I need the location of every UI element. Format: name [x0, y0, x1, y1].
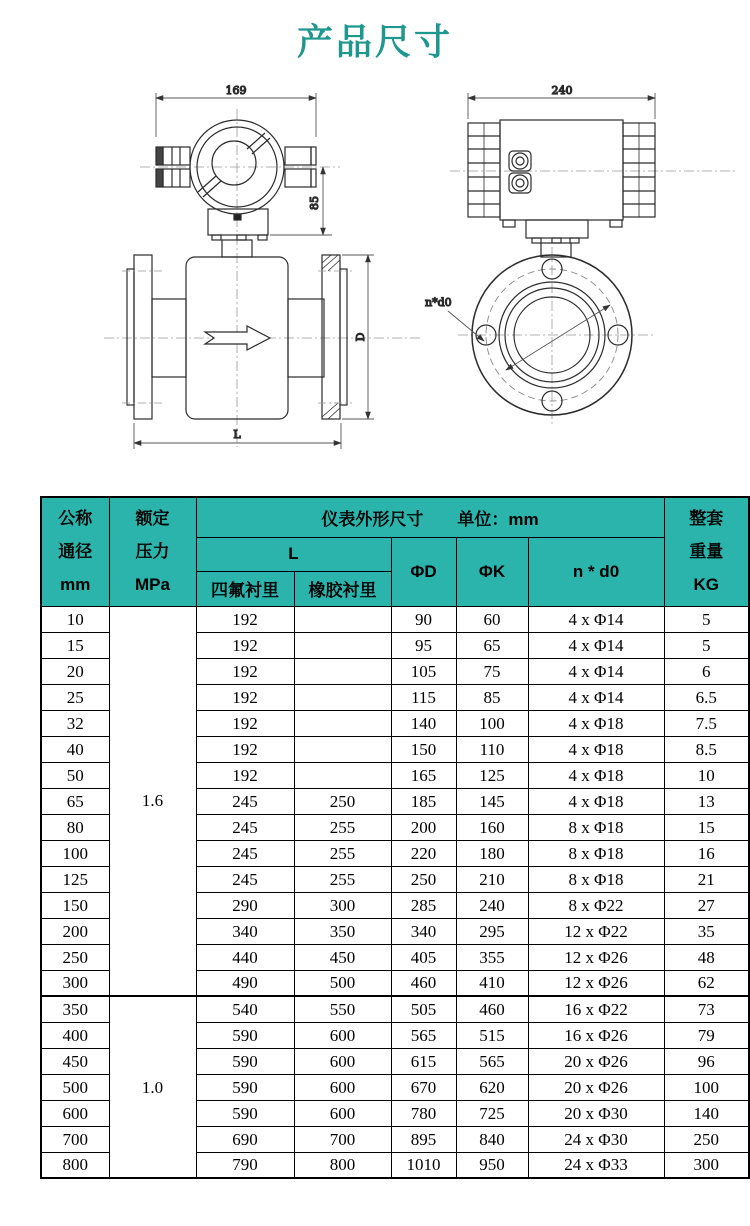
cell-nominal-diameter: 300	[41, 970, 109, 996]
cell-phi-d: 150	[391, 736, 456, 762]
cell-nominal-diameter: 80	[41, 814, 109, 840]
cell-n-d0: 4 x Φ18	[528, 736, 664, 762]
cell-weight: 27	[664, 892, 749, 918]
cell-n-d0: 12 x Φ22	[528, 918, 664, 944]
cell-l-rubber: 255	[294, 814, 391, 840]
cell-l-rubber: 350	[294, 918, 391, 944]
cell-l-ptfe: 590	[196, 1074, 294, 1100]
cell-n-d0: 12 x Φ26	[528, 970, 664, 996]
cell-nominal-diameter: 150	[41, 892, 109, 918]
table-row	[41, 996, 749, 1022]
cell-phi-k: 180	[456, 840, 528, 866]
header-rubber-lining: 橡胶衬里	[294, 571, 391, 606]
cell-phi-k: 515	[456, 1022, 528, 1048]
cell-phi-k: 295	[456, 918, 528, 944]
header-rated-pressure: 额定 压力 MPa	[109, 497, 196, 606]
cell-weight: 35	[664, 918, 749, 944]
cell-l-ptfe: 192	[196, 684, 294, 710]
cell-l-rubber: 255	[294, 840, 391, 866]
cell-weight: 5	[664, 632, 749, 658]
cell-l-ptfe: 192	[196, 606, 294, 632]
dim-240-label: 240	[551, 84, 573, 97]
cell-phi-d: 250	[391, 866, 456, 892]
dim-85-label: 85	[308, 196, 321, 210]
cell-weight: 15	[664, 814, 749, 840]
cell-l-ptfe: 245	[196, 814, 294, 840]
cell-pressure-group: 1.0	[109, 996, 196, 1178]
dim-D-label: D	[354, 332, 367, 342]
cell-l-ptfe: 245	[196, 866, 294, 892]
cell-weight: 5	[664, 606, 749, 632]
cell-l-rubber	[294, 632, 391, 658]
cell-weight: 6.5	[664, 684, 749, 710]
cell-n-d0: 4 x Φ18	[528, 762, 664, 788]
cell-l-ptfe: 245	[196, 840, 294, 866]
cable-entries-side	[509, 151, 531, 193]
cell-phi-k: 240	[456, 892, 528, 918]
header-n-d0: n * d0	[528, 537, 664, 606]
header-dimensions-title: 仪表外形尺寸 单位：mm	[196, 497, 664, 537]
cell-l-rubber: 700	[294, 1126, 391, 1152]
header-ptfe-lining: 四氟衬里	[196, 571, 294, 606]
cell-l-ptfe: 192	[196, 632, 294, 658]
cell-nominal-diameter: 700	[41, 1126, 109, 1152]
cell-nominal-diameter: 40	[41, 736, 109, 762]
cell-phi-d: 615	[391, 1048, 456, 1074]
cooling-fins-left	[468, 123, 500, 217]
cell-nominal-diameter: 15	[41, 632, 109, 658]
cell-phi-k: 100	[456, 710, 528, 736]
dim-169-label: 169	[225, 84, 247, 97]
cell-weight: 73	[664, 996, 749, 1022]
cell-l-rubber: 500	[294, 970, 391, 996]
cell-weight: 6	[664, 658, 749, 684]
flowmeter-side-view-drawing	[425, 84, 735, 427]
cell-phi-d: 285	[391, 892, 456, 918]
cell-nominal-diameter: 32	[41, 710, 109, 736]
cell-phi-d: 460	[391, 970, 456, 996]
header-l: L	[196, 537, 391, 571]
cell-n-d0: 16 x Φ22	[528, 996, 664, 1022]
cell-l-rubber	[294, 658, 391, 684]
cell-phi-d: 90	[391, 606, 456, 632]
cell-n-d0: 24 x Φ33	[528, 1152, 664, 1178]
cell-weight: 7.5	[664, 710, 749, 736]
cell-l-rubber: 300	[294, 892, 391, 918]
cell-phi-d: 105	[391, 658, 456, 684]
cell-phi-k: 145	[456, 788, 528, 814]
cell-nominal-diameter: 65	[41, 788, 109, 814]
cell-nominal-diameter: 50	[41, 762, 109, 788]
header-total-weight: 整套 重量 KG	[664, 497, 749, 606]
cell-n-d0: 8 x Φ22	[528, 892, 664, 918]
cell-phi-k: 355	[456, 944, 528, 970]
cell-phi-d: 200	[391, 814, 456, 840]
cell-nominal-diameter: 400	[41, 1022, 109, 1048]
cell-l-ptfe: 590	[196, 1022, 294, 1048]
cell-l-ptfe: 590	[196, 1100, 294, 1126]
cell-phi-k: 725	[456, 1100, 528, 1126]
cell-n-d0: 12 x Φ26	[528, 944, 664, 970]
cell-phi-d: 340	[391, 918, 456, 944]
cell-l-ptfe: 192	[196, 658, 294, 684]
cell-l-ptfe: 590	[196, 1048, 294, 1074]
cell-l-ptfe: 340	[196, 918, 294, 944]
cell-n-d0: 8 x Φ18	[528, 840, 664, 866]
cell-phi-k: 75	[456, 658, 528, 684]
cell-l-ptfe: 440	[196, 944, 294, 970]
cell-l-ptfe: 245	[196, 788, 294, 814]
cell-n-d0: 20 x Φ26	[528, 1074, 664, 1100]
cell-weight: 62	[664, 970, 749, 996]
cell-phi-d: 895	[391, 1126, 456, 1152]
cell-phi-k: 125	[456, 762, 528, 788]
cell-weight: 21	[664, 866, 749, 892]
cell-nominal-diameter: 250	[41, 944, 109, 970]
cell-l-rubber: 255	[294, 866, 391, 892]
cell-l-ptfe: 490	[196, 970, 294, 996]
cell-n-d0: 20 x Φ30	[528, 1100, 664, 1126]
cell-phi-k: 110	[456, 736, 528, 762]
dim-L-label: L	[233, 428, 241, 441]
cell-n-d0: 8 x Φ18	[528, 814, 664, 840]
cell-l-rubber: 550	[294, 996, 391, 1022]
cell-nominal-diameter: 100	[41, 840, 109, 866]
cell-l-rubber: 600	[294, 1100, 391, 1126]
cell-weight: 100	[664, 1074, 749, 1100]
cell-weight: 10	[664, 762, 749, 788]
cell-nominal-diameter: 200	[41, 918, 109, 944]
cell-nominal-diameter: 350	[41, 996, 109, 1022]
cell-weight: 8.5	[664, 736, 749, 762]
dim-85	[270, 167, 332, 235]
table-body	[41, 606, 749, 1178]
cell-phi-d: 115	[391, 684, 456, 710]
table-row	[41, 606, 749, 632]
cell-n-d0: 4 x Φ18	[528, 788, 664, 814]
cell-weight: 96	[664, 1048, 749, 1074]
cell-l-rubber: 800	[294, 1152, 391, 1178]
cell-phi-k: 65	[456, 632, 528, 658]
table-header	[41, 497, 749, 606]
header-phi-d: ΦD	[391, 537, 456, 606]
cell-l-rubber: 250	[294, 788, 391, 814]
flow-direction-arrow	[205, 326, 270, 350]
cell-nominal-diameter: 20	[41, 658, 109, 684]
cell-l-ptfe: 192	[196, 736, 294, 762]
cell-l-rubber: 600	[294, 1022, 391, 1048]
cell-weight: 48	[664, 944, 749, 970]
cell-pressure-group: 1.6	[109, 606, 196, 996]
cell-phi-k: 410	[456, 970, 528, 996]
cell-phi-k: 210	[456, 866, 528, 892]
cell-n-d0: 4 x Φ14	[528, 658, 664, 684]
cell-phi-d: 565	[391, 1022, 456, 1048]
cell-phi-k: 60	[456, 606, 528, 632]
page-title: 产品尺寸	[296, 21, 453, 62]
cell-phi-k: 565	[456, 1048, 528, 1074]
cell-weight: 250	[664, 1126, 749, 1152]
cell-phi-k: 950	[456, 1152, 528, 1178]
cell-phi-k: 160	[456, 814, 528, 840]
cell-n-d0: 8 x Φ18	[528, 866, 664, 892]
cell-phi-d: 185	[391, 788, 456, 814]
cell-phi-k: 840	[456, 1126, 528, 1152]
cell-weight: 140	[664, 1100, 749, 1126]
flowmeter-front-view-drawing	[104, 84, 420, 449]
cell-weight: 79	[664, 1022, 749, 1048]
cell-l-ptfe: 540	[196, 996, 294, 1022]
cell-nominal-diameter: 25	[41, 684, 109, 710]
cell-n-d0: 20 x Φ26	[528, 1048, 664, 1074]
cell-phi-d: 505	[391, 996, 456, 1022]
cell-l-ptfe: 290	[196, 892, 294, 918]
cell-l-rubber: 600	[294, 1048, 391, 1074]
cell-phi-d: 780	[391, 1100, 456, 1126]
cell-n-d0: 16 x Φ26	[528, 1022, 664, 1048]
cell-l-rubber	[294, 684, 391, 710]
cell-n-d0: 4 x Φ18	[528, 710, 664, 736]
cell-weight: 300	[664, 1152, 749, 1178]
cell-phi-d: 95	[391, 632, 456, 658]
spec-table	[40, 496, 750, 1179]
cell-phi-d: 220	[391, 840, 456, 866]
cell-nominal-diameter: 10	[41, 606, 109, 632]
cell-phi-d: 140	[391, 710, 456, 736]
cell-l-rubber	[294, 710, 391, 736]
cell-l-ptfe: 690	[196, 1126, 294, 1152]
cell-phi-k: 460	[456, 996, 528, 1022]
header-nominal-diameter: 公称 通径 mm	[41, 497, 109, 606]
cell-nominal-diameter: 125	[41, 866, 109, 892]
flowmeter-drawings-svg	[0, 75, 750, 475]
cell-phi-k: 85	[456, 684, 528, 710]
cell-n-d0: 4 x Φ14	[528, 606, 664, 632]
cell-l-rubber: 450	[294, 944, 391, 970]
dim-169	[156, 93, 316, 137]
technical-drawings	[0, 75, 750, 480]
cell-n-d0: 4 x Φ14	[528, 632, 664, 658]
cell-l-rubber	[294, 606, 391, 632]
cell-l-rubber	[294, 736, 391, 762]
cell-phi-d: 670	[391, 1074, 456, 1100]
header-phi-k: ΦK	[456, 537, 528, 606]
cell-weight: 16	[664, 840, 749, 866]
cell-nominal-diameter: 450	[41, 1048, 109, 1074]
cell-l-rubber	[294, 762, 391, 788]
cell-n-d0: 24 x Φ30	[528, 1126, 664, 1152]
flange-hatch	[322, 255, 340, 419]
cell-phi-k: 620	[456, 1074, 528, 1100]
cell-nominal-diameter: 600	[41, 1100, 109, 1126]
cell-l-ptfe: 192	[196, 762, 294, 788]
cell-n-d0: 4 x Φ14	[528, 684, 664, 710]
cell-weight: 13	[664, 788, 749, 814]
bolt-holes-callout-label: n*d0	[425, 296, 452, 309]
cell-l-ptfe: 790	[196, 1152, 294, 1178]
cell-phi-d: 405	[391, 944, 456, 970]
cell-l-rubber: 600	[294, 1074, 391, 1100]
cell-l-ptfe: 192	[196, 710, 294, 736]
cell-phi-d: 165	[391, 762, 456, 788]
cell-nominal-diameter: 500	[41, 1074, 109, 1100]
cell-nominal-diameter: 800	[41, 1152, 109, 1178]
cooling-fins-right	[623, 123, 655, 217]
cell-phi-d: 1010	[391, 1152, 456, 1178]
